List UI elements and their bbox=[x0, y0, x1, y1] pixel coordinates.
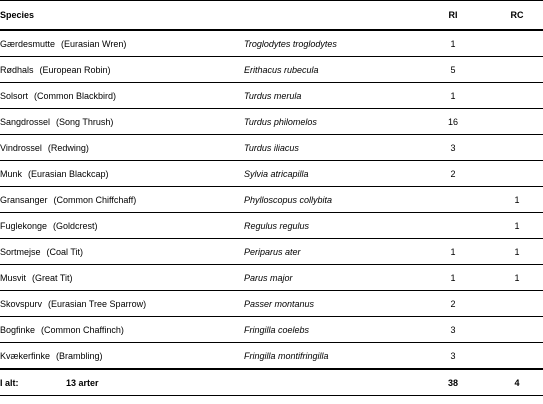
english-name: (Goldcrest) bbox=[53, 220, 98, 231]
rc-value: 1 bbox=[514, 246, 520, 257]
latin-name: Passer montanus bbox=[244, 298, 315, 309]
english-name: (Eurasian Blackcap) bbox=[28, 168, 109, 179]
rc-value bbox=[502, 57, 532, 82]
table-row bbox=[0, 31, 543, 57]
ri-value: 3 bbox=[450, 142, 456, 153]
species-name bbox=[0, 109, 113, 134]
rc-value bbox=[502, 83, 532, 108]
species-name bbox=[0, 31, 126, 56]
ri-value: 1 bbox=[450, 90, 456, 101]
rc-value bbox=[502, 291, 532, 316]
danish-name: Solsort bbox=[0, 90, 29, 101]
total-ri: 38 bbox=[447, 377, 458, 388]
species-name bbox=[0, 83, 116, 108]
rc-value bbox=[502, 109, 532, 134]
ri-value bbox=[438, 187, 468, 212]
table-row bbox=[0, 187, 543, 213]
english-name: (Song Thrush) bbox=[56, 116, 114, 127]
species-name bbox=[0, 265, 73, 290]
rc-value: 1 bbox=[514, 272, 520, 283]
table-row bbox=[0, 109, 543, 135]
total-label: I alt: bbox=[0, 377, 19, 388]
latin-name: Regulus regulus bbox=[244, 220, 310, 231]
species-name bbox=[0, 213, 98, 238]
header-ri: RI bbox=[448, 10, 458, 20]
total-species-count: 13 arter bbox=[66, 377, 99, 388]
table-header-row bbox=[0, 0, 543, 31]
table-row bbox=[0, 57, 543, 83]
english-name: (Coal Tit) bbox=[46, 246, 84, 257]
danish-name: Kvækerfinke bbox=[0, 350, 51, 361]
table-row bbox=[0, 343, 543, 369]
danish-name: Rødhals bbox=[0, 64, 34, 75]
ri-value: 16 bbox=[447, 116, 458, 127]
species-name bbox=[0, 317, 124, 342]
latin-name: Troglodytes troglodytes bbox=[244, 38, 337, 49]
species-name bbox=[0, 161, 109, 186]
latin-name: Turdus philomelos bbox=[244, 116, 317, 127]
species-name bbox=[0, 135, 89, 160]
table-body bbox=[0, 31, 543, 369]
rc-value bbox=[502, 343, 532, 368]
table-row bbox=[0, 213, 543, 239]
ri-value: 1 bbox=[450, 38, 456, 49]
english-name: (Common Chaffinch) bbox=[41, 324, 124, 335]
species-name bbox=[0, 239, 83, 264]
english-name: (Redwing) bbox=[47, 142, 89, 153]
table-row bbox=[0, 83, 543, 109]
latin-name: Turdus iliacus bbox=[244, 142, 299, 153]
ri-value: 5 bbox=[450, 64, 456, 75]
table-row bbox=[0, 265, 543, 291]
latin-name: Fringilla coelebs bbox=[244, 324, 310, 335]
rc-value bbox=[502, 161, 532, 186]
ri-value: 1 bbox=[450, 246, 456, 257]
ri-value: 3 bbox=[450, 324, 456, 335]
ri-value bbox=[438, 213, 468, 238]
danish-name: Gransanger bbox=[0, 194, 48, 205]
rc-value: 1 bbox=[514, 194, 520, 205]
danish-name: Bogfinke bbox=[0, 324, 36, 335]
ri-value: 2 bbox=[450, 298, 456, 309]
table-row bbox=[0, 291, 543, 317]
english-name: (Brambling) bbox=[56, 350, 103, 361]
latin-name: Periparus ater bbox=[244, 246, 301, 257]
species-name bbox=[0, 343, 103, 368]
danish-name: Musvit bbox=[0, 272, 27, 283]
danish-name: Sangdrossel bbox=[0, 116, 51, 127]
danish-name: Munk bbox=[0, 168, 23, 179]
english-name: (Eurasian Tree Sparrow) bbox=[48, 298, 147, 309]
rc-value bbox=[502, 135, 532, 160]
table-row bbox=[0, 161, 543, 187]
total-rc: 4 bbox=[514, 377, 520, 388]
latin-name: Fringilla montifringilla bbox=[244, 350, 329, 361]
header-rc: RC bbox=[510, 10, 524, 20]
species-name bbox=[0, 187, 136, 212]
latin-name: Erithacus rubecula bbox=[244, 64, 319, 75]
danish-name: Gærdesmutte bbox=[0, 38, 56, 49]
ri-value: 1 bbox=[450, 272, 456, 283]
total-row bbox=[0, 369, 543, 396]
latin-name: Phylloscopus collybita bbox=[244, 194, 333, 205]
latin-name: Turdus merula bbox=[244, 90, 302, 101]
danish-name: Vindrossel bbox=[0, 142, 42, 153]
table-row bbox=[0, 135, 543, 161]
latin-name: Parus major bbox=[244, 272, 293, 283]
danish-name: Sortmejse bbox=[0, 246, 41, 257]
ri-value: 3 bbox=[450, 350, 456, 361]
species-name bbox=[0, 57, 111, 82]
latin-name: Sylvia atricapilla bbox=[244, 168, 309, 179]
english-name: (Common Blackbird) bbox=[34, 90, 117, 101]
english-name: (Common Chiffchaff) bbox=[53, 194, 137, 205]
header-species: Species bbox=[0, 10, 35, 20]
table-row bbox=[0, 239, 543, 265]
english-name: (Eurasian Wren) bbox=[61, 38, 127, 49]
rc-value bbox=[502, 31, 532, 56]
english-name: (Great Tit) bbox=[32, 272, 73, 283]
rc-value bbox=[502, 317, 532, 342]
table-row bbox=[0, 317, 543, 343]
danish-name: Skovspurv bbox=[0, 298, 43, 309]
ri-value: 2 bbox=[450, 168, 456, 179]
rc-value: 1 bbox=[514, 220, 520, 231]
english-name: (European Robin) bbox=[39, 64, 111, 75]
danish-name: Fuglekonge bbox=[0, 220, 48, 231]
species-name bbox=[0, 291, 146, 316]
